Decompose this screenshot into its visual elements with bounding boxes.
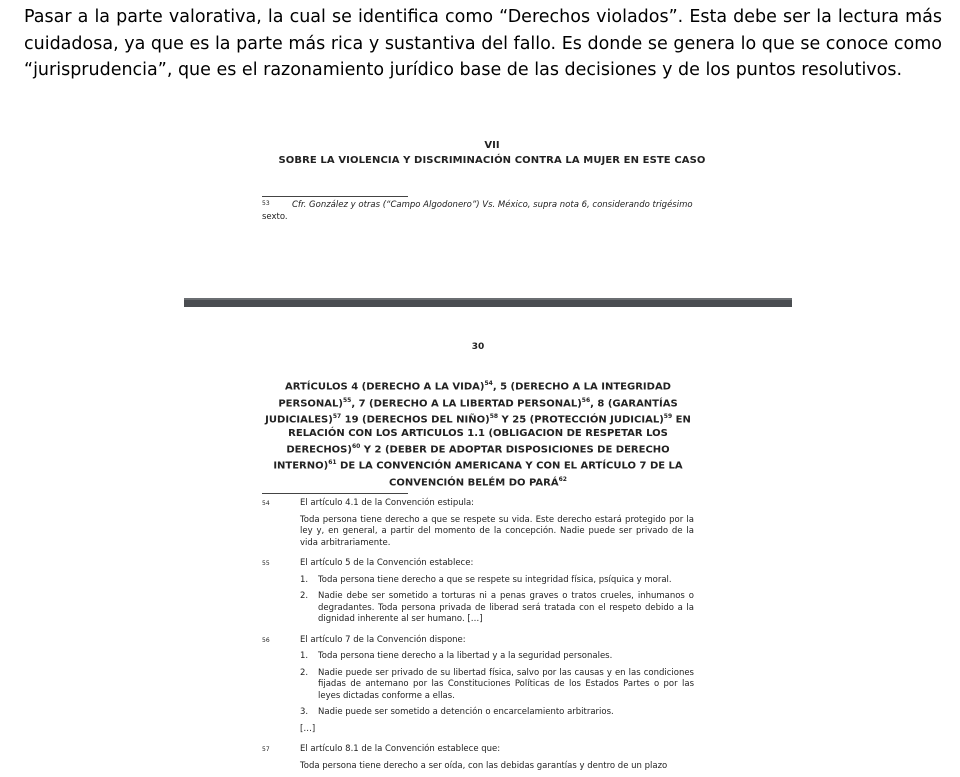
title-text: , 8 (GARANTÍAS <box>590 397 678 409</box>
title-text: RELACIÓN CON LOS ARTICULOS 1.1 (OBLIGACION DE RESPETAR LOS <box>288 427 668 439</box>
footnote-ref: 57 <box>332 413 342 421</box>
list-text: Nadie debe ser sometido a torturas ni a penas graves o tratos crueles, inhumanos o degradantes. Toda persona privada de liberad será tratada con el respeto debido a la dignidad inherente al ser humano. […] <box>318 591 694 625</box>
ellipsis: […] <box>300 723 316 734</box>
footnote-body <box>300 558 694 631</box>
footnote-body <box>300 498 694 554</box>
footnote-intro: El artículo 8.1 de la Convención establece que: <box>300 744 501 755</box>
title-text: JUDICIALES) <box>265 414 333 426</box>
list-item <box>300 707 694 719</box>
scanned-page-excerpt-bottom <box>262 342 694 777</box>
list-text: Nadie puede ser sometido a detención o encarcelamiento arbitrarios. <box>318 707 614 718</box>
title-line <box>263 427 693 440</box>
list-item <box>300 668 694 703</box>
title-line <box>263 456 693 473</box>
title-text: DERECHOS) <box>286 444 352 456</box>
list-number: 1. <box>300 651 309 662</box>
footnote-56 <box>262 635 694 741</box>
list-item <box>300 575 694 587</box>
articles-title <box>263 377 693 489</box>
title-text: PERSONAL) <box>278 397 343 409</box>
title-line <box>263 410 693 427</box>
footnote-ref: 56 <box>581 396 591 404</box>
title-text: DE LA CONVENCIÓN AMERICANA Y CON EL ARTÍCULO 7 DE LA <box>336 460 683 472</box>
section-heading: SOBRE LA VIOLENCIA Y DISCRIMINACIÓN CONTRA LA MUJER EN ESTE CASO <box>278 155 706 166</box>
title-line <box>263 473 693 490</box>
title-text: Y 2 (DEBER DE ADOPTAR DISPOSICIONES DE DERECHO <box>360 444 670 456</box>
footnote-57 <box>262 744 694 777</box>
list-text: Nadie puede ser privado de su libertad física, salvo por las causas y en las condiciones fijadas de antemano por las Constituciones Políticas de los Estados Partes o por las leyes dictadas conforme a ellas. <box>318 667 694 701</box>
title-text: 19 (DERECHOS DEL NIÑO) <box>341 414 490 426</box>
footnote-body <box>300 635 694 741</box>
footnote-ref: 60 <box>351 442 361 450</box>
title-text: ARTÍCULOS 4 (DERECHO A LA VIDA) <box>285 381 485 393</box>
footnote-quote: Toda persona tiene derecho a ser oída, con las debidas garantías y dentro de un plazo <box>300 760 668 771</box>
list-number: 1. <box>300 574 309 585</box>
footnote-rule <box>262 196 408 197</box>
footnote-intro: El artículo 4.1 de la Convención estipula: <box>300 498 475 509</box>
footnote-mark: 54 <box>262 500 270 508</box>
footnote-ref: 61 <box>328 459 337 467</box>
title-text: , 7 (DERECHO A LA LIBERTAD PERSONAL) <box>351 397 582 409</box>
title-text: EN <box>672 414 691 426</box>
section-number: VII <box>484 140 500 151</box>
footnote-55 <box>262 558 694 631</box>
intro-paragraph: Pasar a la parte valorativa, la cual se identifica como “Derechos violados”. Esta debe ser la lectura más cuidadosa, ya que es la parte más rica y sustantiva del fallo. Es donde se genera lo que se conoce como “jurisprudencia”, que es el razonamiento jurídico base de las decisiones y de los puntos resolutivos. <box>24 7 942 80</box>
footnote-body <box>300 744 694 777</box>
list-item <box>300 591 694 626</box>
footnote-text: Cfr. González y otras (“Campo Algodonero”) Vs. México, supra nota 6, considerando trigésimo <box>292 200 693 210</box>
footnote-54 <box>262 498 694 554</box>
footnote-53 <box>262 200 722 210</box>
footnote-mark: 56 <box>262 636 270 644</box>
page-number: 30 <box>471 342 485 352</box>
footnote-ref: 58 <box>489 413 499 421</box>
title-text: CONVENCIÓN BELÉM DO PARÁ <box>389 477 559 489</box>
scanned-page-excerpt-top <box>262 138 722 222</box>
footnote-mark: 57 <box>262 746 270 754</box>
list-number: 2. <box>300 591 309 602</box>
footnote-intro: El artículo 5 de la Convención establece: <box>300 558 474 569</box>
list-number: 3. <box>300 707 309 718</box>
footnote-ref: 59 <box>663 413 673 421</box>
footnote-ref: 62 <box>558 475 567 483</box>
footnote-ref: 54 <box>484 380 493 387</box>
footnote-rule <box>262 493 408 494</box>
list-text: Toda persona tiene derecho a que se respete su integridad física, psíquica y moral. <box>318 574 672 585</box>
title-text: INTERNO) <box>273 460 329 472</box>
title-text: Y 25 (PROTECCIÓN JUDICIAL) <box>498 414 664 426</box>
title-line <box>263 440 693 457</box>
footnote-intro: El artículo 7 de la Convención dispone: <box>300 634 466 645</box>
page-divider-bar <box>184 298 792 307</box>
list-item <box>300 651 694 663</box>
footnotes-list <box>262 498 694 777</box>
title-line <box>263 377 693 394</box>
list-text: Toda persona tiene derecho a la libertad y a la seguridad personales. <box>318 651 613 662</box>
footnote-quote: Toda persona tiene derecho a que se respete su vida. Este derecho estará protegido por la ley y, en general, a partir del momento de la concepción. Nadie puede ser privado de la vida arbitrariamente. <box>300 514 694 548</box>
footnote-ref: 55 <box>342 396 352 404</box>
title-text: , 5 (DERECHO A LA INTEGRIDAD <box>492 381 671 393</box>
footnote-continuation: sexto. <box>262 212 288 222</box>
list-number: 2. <box>300 667 309 678</box>
footnote-mark: 53 <box>262 200 270 207</box>
footnote-mark: 55 <box>262 560 270 568</box>
title-line <box>263 394 693 411</box>
